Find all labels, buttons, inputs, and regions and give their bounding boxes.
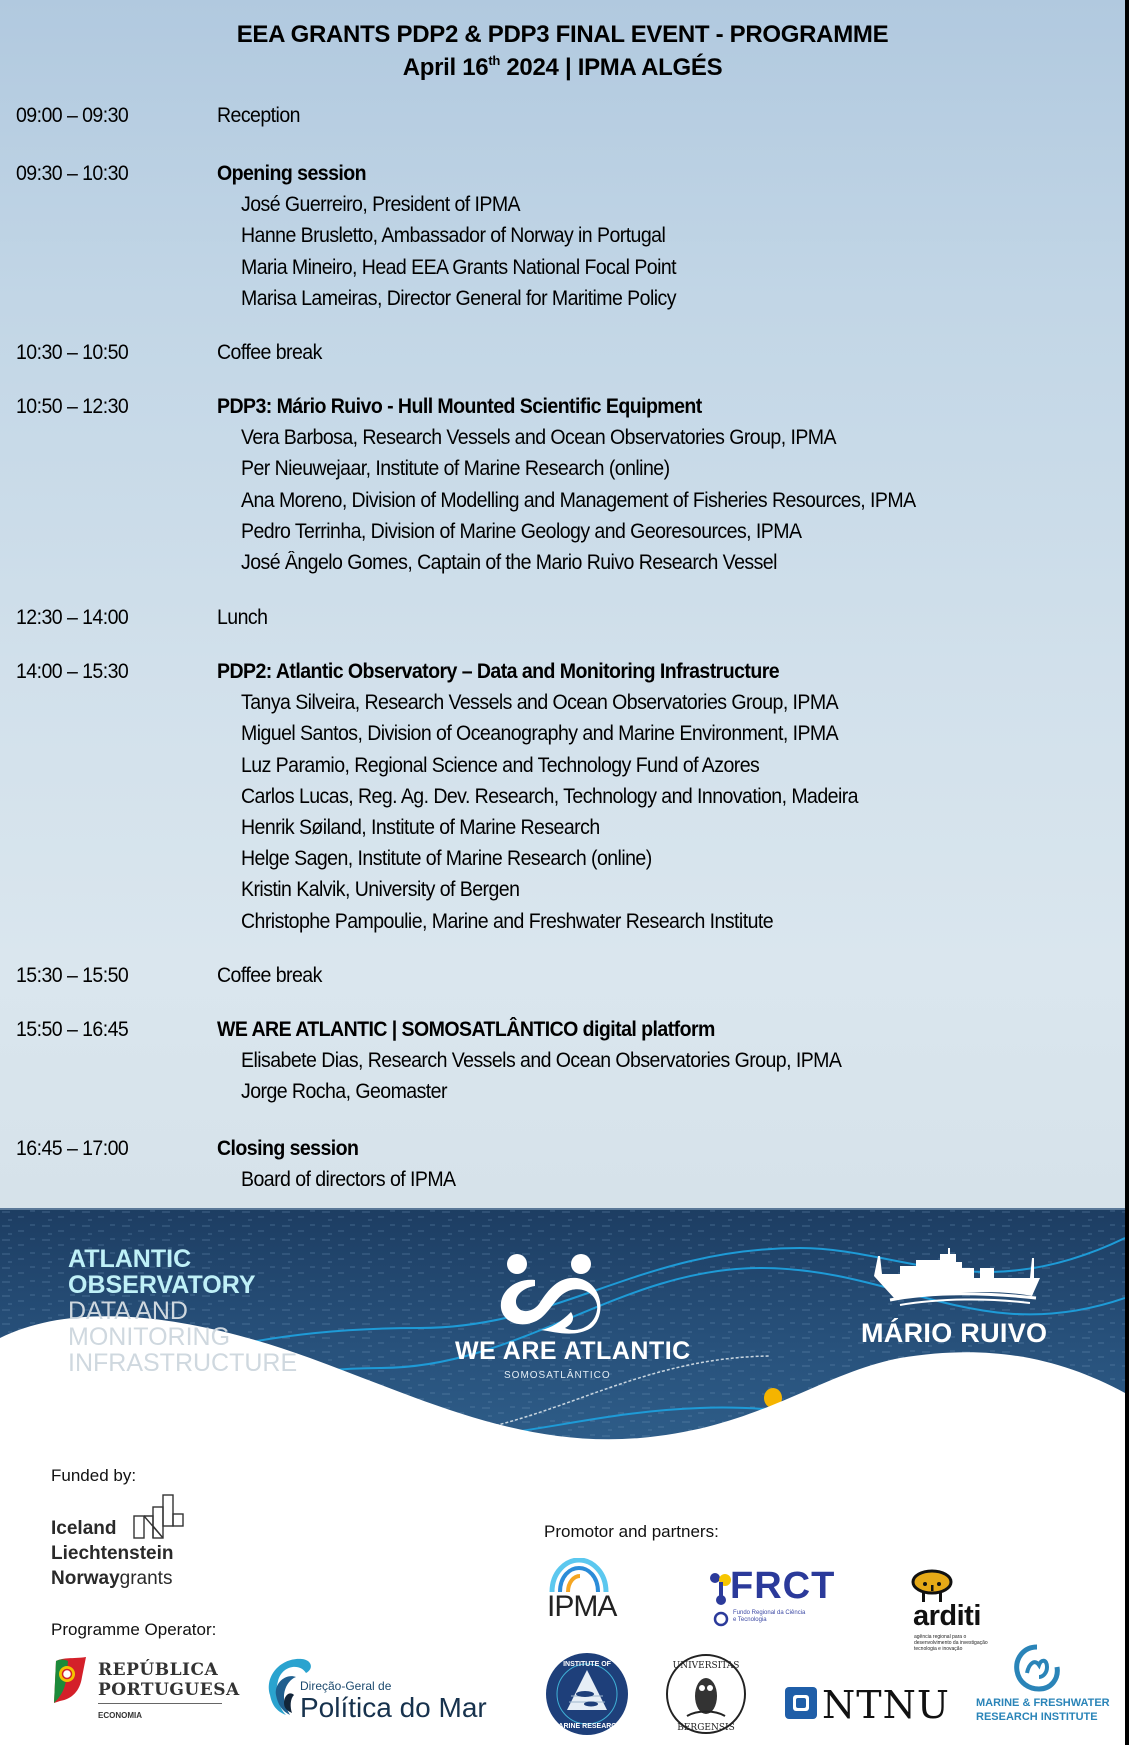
session-time: 09:30 – 10:30 bbox=[16, 162, 129, 185]
dgpm-line1: Direção-Geral de bbox=[300, 1679, 392, 1693]
svg-text:MARINE RESEARCH: MARINE RESEARCH bbox=[552, 1723, 622, 1730]
session-title: Coffee break bbox=[217, 964, 322, 987]
mario-ruivo-title: MÁRIO RUIVO bbox=[861, 1318, 1048, 1348]
svg-text:INSTITUTE OF: INSTITUTE OF bbox=[563, 1661, 611, 1668]
atlantic-observatory-logo-line3: DATA AND bbox=[68, 1297, 188, 1325]
speaker-item: Miguel Santos, Division of Oceanography and Marine Environment, IPMA bbox=[241, 722, 839, 746]
session-title: Reception bbox=[217, 104, 300, 127]
ipma-arc-logo-icon bbox=[548, 1558, 610, 1594]
atlantic-observatory-logo-line5: INFRASTRUCTURE bbox=[68, 1349, 298, 1377]
ntnu-logo-icon bbox=[785, 1687, 817, 1719]
mfri-line2: RESEARCH INSTITUTE bbox=[976, 1711, 1098, 1723]
arditi-logo-icon bbox=[910, 1569, 954, 1603]
session-title: PDP3: Mário Ruivo - Hull Mounted Scientific Equipment bbox=[217, 395, 702, 418]
speaker-item: Christophe Pampoulie, Marine and Freshwater Research Institute bbox=[241, 909, 774, 933]
promotor-partners-label: Promotor and partners: bbox=[544, 1522, 719, 1541]
session-title: Lunch bbox=[217, 606, 268, 629]
mfri-logo-icon bbox=[1013, 1643, 1061, 1693]
grants-norway bbox=[51, 1568, 172, 1590]
we-are-atlantic-logo-icon bbox=[495, 1252, 605, 1337]
university-of-bergen-seal-icon bbox=[665, 1652, 747, 1736]
atlantic-observatory-logo-line4: MONITORING bbox=[68, 1323, 231, 1351]
event-date-location bbox=[0, 53, 1125, 82]
speaker-item: Per Nieuwejaar, Institute of Marine Research (online) bbox=[241, 457, 670, 481]
we-are-atlantic-title: WE ARE ATLANTIC bbox=[455, 1337, 691, 1365]
date-ordinal: th bbox=[488, 53, 501, 68]
right-border bbox=[1125, 0, 1129, 1745]
speaker-item: Pedro Terrinha, Division of Marine Geology and Georesources, IPMA bbox=[241, 519, 802, 543]
speaker-item: Ana Moreno, Division of Modelling and Management of Fisheries Resources, IPMA bbox=[241, 488, 916, 512]
session-title: PDP2: Atlantic Observatory – Data and Monitoring Infrastructure bbox=[217, 660, 780, 683]
frct-subtitle-line2: e Tecnologia bbox=[733, 1617, 767, 1623]
date-prefix: April 16 bbox=[402, 54, 489, 81]
republica-portuguesa-line1: REPÚBLICA bbox=[98, 1660, 219, 1680]
republica-portuguesa-ministry: ECONOMIA bbox=[98, 1711, 142, 1720]
we-are-atlantic-subtitle: SOMOSATLÂNTICO bbox=[504, 1370, 611, 1381]
speaker-item: Board of directors of IPMA bbox=[241, 1168, 456, 1192]
session-time: 09:00 – 09:30 bbox=[16, 104, 129, 127]
mfri-line1: MARINE & FRESHWATER bbox=[976, 1697, 1110, 1709]
speaker-item: Carlos Lucas, Reg. Ag. Dev. Research, Technology and Innovation, Madeira bbox=[241, 784, 858, 808]
grants-word: grants bbox=[119, 1568, 173, 1589]
speaker-item: Vera Barbosa, Research Vessels and Ocean Observatories Group, IPMA bbox=[241, 426, 836, 450]
speaker-item: Jorge Rocha, Geomaster bbox=[241, 1080, 447, 1104]
arditi-subtitle-line2: desenvolvimento da investigação bbox=[914, 1640, 988, 1646]
ship-icon bbox=[870, 1248, 1050, 1308]
speaker-item: Helge Sagen, Institute of Marine Research (online) bbox=[241, 847, 652, 871]
speaker-item: José Ângelo Gomes, Captain of the Mario Ruivo Research Vessel bbox=[241, 551, 777, 574]
date-suffix: 2024 | IPMA ALGÉS bbox=[500, 54, 723, 81]
frct-subtitle-line1: Fundo Regional da Ciência bbox=[733, 1610, 806, 1616]
atlantic-observatory-logo-line1: ATLANTIC bbox=[68, 1245, 192, 1273]
session-time: 15:50 – 16:45 bbox=[16, 1018, 129, 1041]
arditi-logo-text: arditi bbox=[913, 1600, 981, 1632]
frct-logo-text: FRCT bbox=[730, 1565, 836, 1607]
svg-text:BERGENSIS: BERGENSIS bbox=[677, 1723, 735, 1733]
arditi-subtitle-line3: tecnologia e inovação bbox=[914, 1646, 963, 1652]
speaker-item: Kristin Kalvik, University of Bergen bbox=[241, 878, 520, 902]
session-time: 14:00 – 15:30 bbox=[16, 660, 129, 683]
speaker-item: Henrik Søiland, Institute of Marine Research bbox=[241, 816, 600, 839]
speaker-item: José Guerreiro, President of IPMA bbox=[241, 193, 520, 217]
session-time: 10:30 – 10:50 bbox=[16, 341, 129, 364]
svg-text:UNIVERSITAS: UNIVERSITAS bbox=[672, 1661, 740, 1671]
institute-marine-research-seal-icon bbox=[545, 1652, 629, 1736]
session-time: 12:30 – 14:00 bbox=[16, 606, 129, 629]
grants-liechtenstein: Liechtenstein bbox=[51, 1543, 174, 1564]
dgpm-line2: Política do Mar bbox=[300, 1692, 487, 1723]
session-title: Closing session bbox=[217, 1137, 359, 1160]
republica-portuguesa-line2: PORTUGUESA bbox=[98, 1680, 240, 1700]
speaker-item: Maria Mineiro, Head EEA Grants National Focal Point bbox=[241, 255, 677, 279]
atlantic-observatory-logo-line2: OBSERVATORY bbox=[68, 1271, 256, 1299]
speaker-item: Luz Paramio, Regional Science and Technology Fund of Azores bbox=[241, 753, 760, 777]
session-title: Coffee break bbox=[217, 341, 322, 364]
portugal-flag-icon bbox=[52, 1657, 86, 1705]
funded-by-label: Funded by: bbox=[51, 1466, 137, 1485]
programme-operator-label: Programme Operator: bbox=[51, 1620, 217, 1639]
speaker-item: Elisabete Dias, Research Vessels and Ocean Observatories Group, IPMA bbox=[241, 1049, 842, 1073]
arditi-subtitle-line1: agência regional para o bbox=[914, 1634, 967, 1640]
divider bbox=[98, 1703, 222, 1704]
ipma-logo-text: IPMA bbox=[547, 1590, 617, 1623]
speaker-item: Tanya Silveira, Research Vessels and Ocean Observatories Group, IPMA bbox=[241, 691, 839, 715]
session-time: 10:50 – 12:30 bbox=[16, 395, 129, 418]
ntnu-logo-text: NTNU bbox=[822, 1683, 950, 1727]
session-time: 15:30 – 15:50 bbox=[16, 964, 129, 987]
grants-iceland: Iceland bbox=[51, 1518, 117, 1539]
speaker-item: Hanne Brusletto, Ambassador of Norway in Portugal bbox=[241, 224, 666, 248]
eea-grants-logo-icon bbox=[133, 1494, 186, 1540]
session-title: WE ARE ATLANTIC | SOMOSATLÂNTICO digital platform bbox=[217, 1018, 715, 1041]
speaker-item: Marisa Lameiras, Director General for Maritime Policy bbox=[241, 286, 676, 310]
frct-logo-icon bbox=[710, 1572, 732, 1628]
grants-norway-bold: Norway bbox=[51, 1568, 120, 1589]
session-title: Opening session bbox=[217, 162, 366, 185]
session-time: 16:45 – 17:00 bbox=[16, 1137, 129, 1160]
page-title: EEA GRANTS PDP2 & PDP3 FINAL EVENT - PROGRAMME bbox=[236, 21, 889, 48]
